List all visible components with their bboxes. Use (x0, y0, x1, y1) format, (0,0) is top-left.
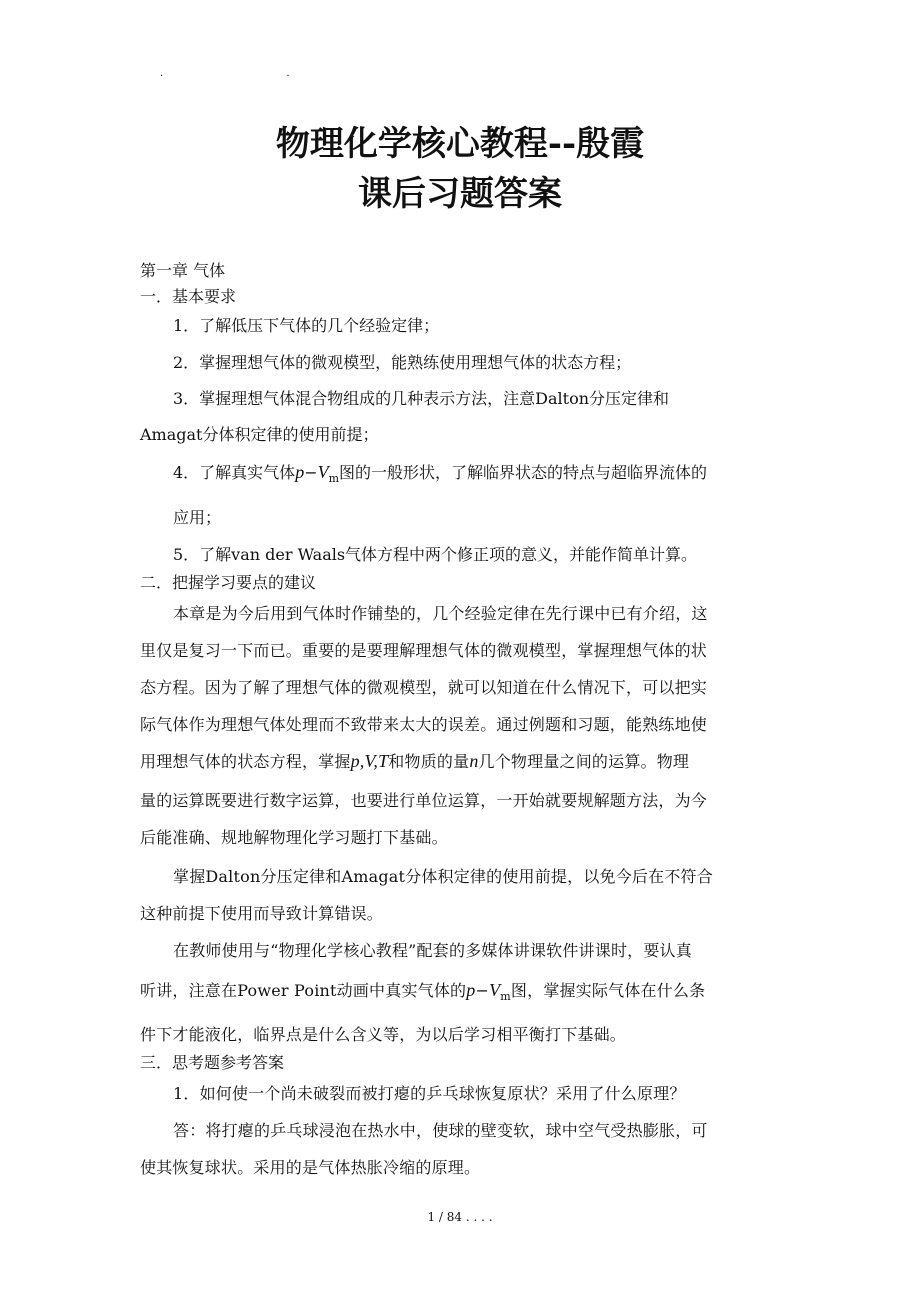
para1-l5-pre: 用理想气体的状态方程，掌握 (140, 752, 351, 771)
requirement-3a: 3．掌握理想气体混合物组成的几种表示方法，注意Dalton分压定律和 (173, 389, 670, 408)
req4-pre: 4．了解真实气体 (173, 463, 296, 482)
formula-dash: − (304, 463, 318, 482)
question-1: 1．如何使一个尚未破裂而被打瘪的乒乓球恢复原状？采用了什么原理？ (173, 1084, 686, 1103)
chapter-heading: 第一章 气体 (140, 261, 226, 280)
answer-1-line2: 使其恢复球状。采用的是气体热胀冷缩的原理。 (140, 1158, 481, 1177)
para3-l2-pre: 听讲，注意在Power Point动画中真实气体的 (140, 981, 467, 1000)
requirement-2: 2．掌握理想气体的微观模型，能熟练使用理想气体的状态方程； (173, 353, 632, 372)
section-heading-2: 二．把握学习要点的建议 (140, 573, 317, 592)
requirement-4a (173, 460, 707, 485)
para3-line3: 件下才能液化，临界点是什么含义等，为以后学习相平衡打下基础。 (140, 1025, 627, 1044)
para1-line7: 后能准确、规地解物理化学习题打下基础。 (140, 828, 448, 847)
para1-line6: 量的运算既要进行数字运算，也要进行单位运算，一开始就要规解题方法，为今 (140, 791, 708, 810)
formula-v: V (317, 462, 329, 482)
formula-sub-2: m (500, 990, 511, 1003)
para1-line3: 态方程。因为了解了理想气体的微观模型，就可以知道在什么情况下，可以把实 (140, 678, 708, 697)
section-heading-1: 一．基本要求 (140, 287, 237, 306)
formula-sub: m (328, 472, 340, 485)
requirement-3b: Amagat分体积定律的使用前提； (140, 425, 379, 444)
para1-line1: 本章是为今后用到气体时作铺垫的，几个经验定律在先行课中已有介绍，这 (173, 604, 708, 623)
req4-post: 图的一般形状，了解临界状态的特点与超临界流体的 (339, 463, 708, 482)
para3-line2 (140, 978, 705, 1003)
formula-p-2: p (466, 980, 476, 1000)
formula-pvt: p,V,T (350, 751, 389, 771)
para3-line1: 在教师使用与“物理化学核心教程”配套的多媒体讲课软件讲课时，要认真 (173, 941, 692, 960)
requirement-5: 5．了解van der Waals气体方程中两个修正项的意义，并能作简单计算。 (173, 545, 698, 564)
para2-line2: 这种前提下使用而导致计算错误。 (140, 904, 384, 923)
para2-line1: 掌握Dalton分压定律和Amagat分体积定律的使用前提，以免今后在不符合 (173, 867, 713, 886)
para1-line5 (140, 749, 689, 772)
formula-v-2: V (489, 980, 501, 1000)
requirement-1: 1．了解低压下气体的几个经验定律； (173, 316, 440, 335)
para1-line4: 际气体作为理想气体处理而不致带来太大的误差。通过例题和习题，能熟练地使 (140, 715, 708, 734)
formula-dash-2: − (475, 981, 490, 1000)
section-heading-3: 三．思考题参考答案 (140, 1053, 285, 1072)
requirement-4b: 应用； (173, 508, 222, 527)
page-footer: 1 / 84 . . . . (427, 1210, 493, 1224)
para3-l2-post: 图，掌握实际气体在什么条 (510, 981, 706, 1000)
answer-1-line1: 答：将打瘪的乒乓球浸泡在热水中，使球的壁变软，球中空气受热膨胀，可 (173, 1121, 708, 1140)
header-dots: . . (160, 68, 350, 79)
para1-l5-mid: 和物质的量 (388, 752, 470, 771)
title-line-1: 物理化学核心教程--殷霞 (275, 124, 645, 164)
para1-l5-post: 几个物理量之间的运算。物理 (478, 752, 690, 771)
formula-p: p (295, 462, 305, 482)
para1-line2: 里仅是复习一下而已。重要的是要理解理想气体的微观模型，掌握理想气体的状 (140, 641, 708, 660)
title-line-2: 课后习题答案 (358, 174, 562, 214)
formula-n: n (469, 751, 479, 771)
